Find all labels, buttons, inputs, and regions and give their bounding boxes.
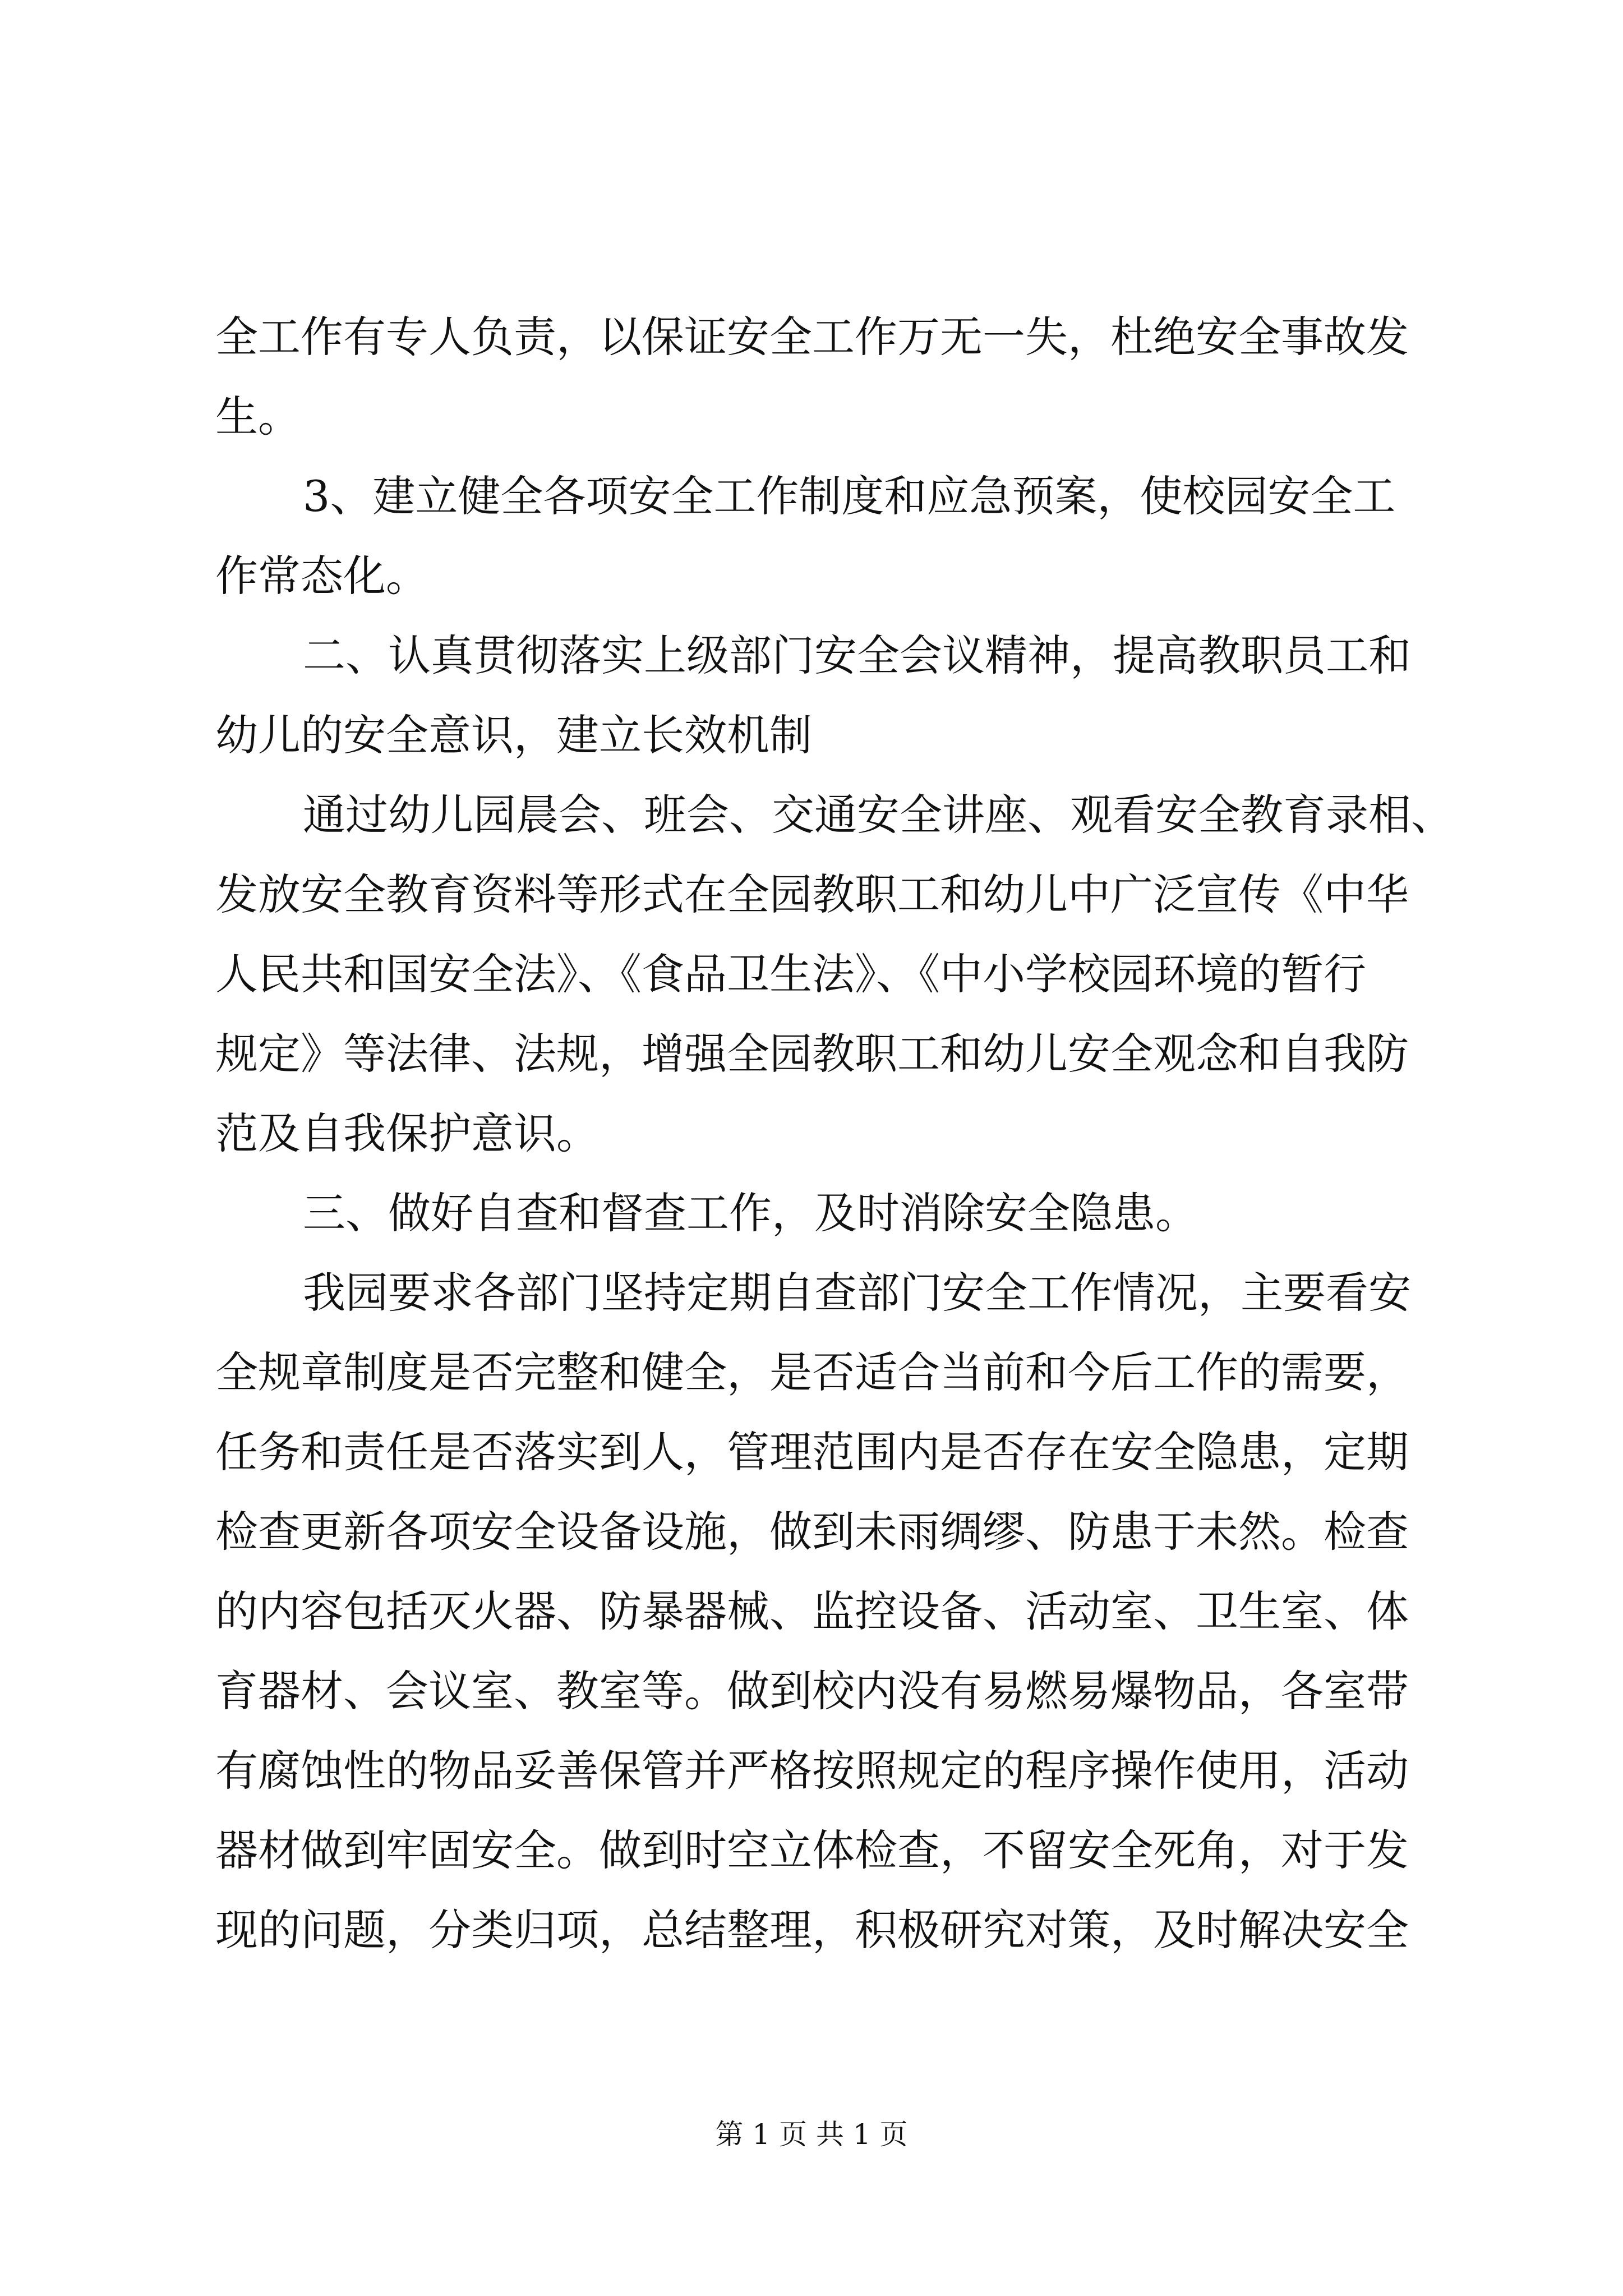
section-heading-continued: 幼儿的安全意识，建立长效机制 bbox=[215, 710, 812, 760]
text-line: 育器材、会议室、教室等。做到校内没有易燃易爆物品，各室带 bbox=[215, 1666, 1409, 1716]
text-line: 全工作有专人负责，以保证安全工作万无一失，杜绝安全事故发 bbox=[215, 312, 1409, 362]
text-line: 发放安全教育资料等形式在全园教职工和幼儿中广泛宣传《中华 bbox=[215, 869, 1409, 919]
text-line: 任务和责任是否落实到人，管理范围内是否存在安全隐患，定期 bbox=[215, 1427, 1409, 1477]
section-heading: 二、认真贯彻落实上级部门安全会议精神，提高教职员工和 bbox=[303, 631, 1411, 680]
text-line: 3、建立健全各项安全工作制度和应急预案，使校园安全工 bbox=[303, 471, 1396, 521]
page-footer bbox=[0, 2115, 1623, 2154]
text-line: 范及自我保护意识。 bbox=[215, 1108, 599, 1158]
text-line: 人民共和国安全法》、《食品卫生法》、《中小学校园环境的暂行 bbox=[215, 949, 1366, 999]
text-line: 检查更新各项安全设备设施，做到未雨绸缪、防患于未然。检查 bbox=[215, 1507, 1409, 1557]
text-line: 通过幼儿园晨会、班会、交通安全讲座、观看安全教育录相、 bbox=[303, 790, 1454, 840]
text-line: 全规章制度是否完整和健全，是否适合当前和今后工作的需要， bbox=[215, 1347, 1409, 1397]
text-line: 的内容包括灭火器、防暴器械、监控设备、活动室、卫生室、体 bbox=[215, 1586, 1409, 1636]
text-line: 现的问题，分类归项，总结整理，积极研究对策，及时解决安全 bbox=[215, 1905, 1409, 1955]
text-line: 规定》等法律、法规，增强全园教职工和幼儿安全观念和自我防 bbox=[215, 1029, 1409, 1079]
page-number: 第 1 页 共 1 页 bbox=[715, 2118, 908, 2151]
text-line: 作常态化。 bbox=[215, 551, 428, 601]
text-line: 我园要求各部门坚持定期自查部门安全工作情况，主要看安 bbox=[303, 1268, 1411, 1318]
text-line: 有腐蚀性的物品妥善保管并严格按照规定的程序操作使用，活动 bbox=[215, 1746, 1409, 1796]
body-text bbox=[215, 297, 1454, 1970]
section-heading: 三、做好自查和督查工作，及时消除安全隐患。 bbox=[303, 1188, 1198, 1238]
text-line: 器材做到牢固安全。做到时空立体检查，不留安全死角，对于发 bbox=[215, 1825, 1409, 1875]
text-line: 生。 bbox=[215, 392, 301, 441]
